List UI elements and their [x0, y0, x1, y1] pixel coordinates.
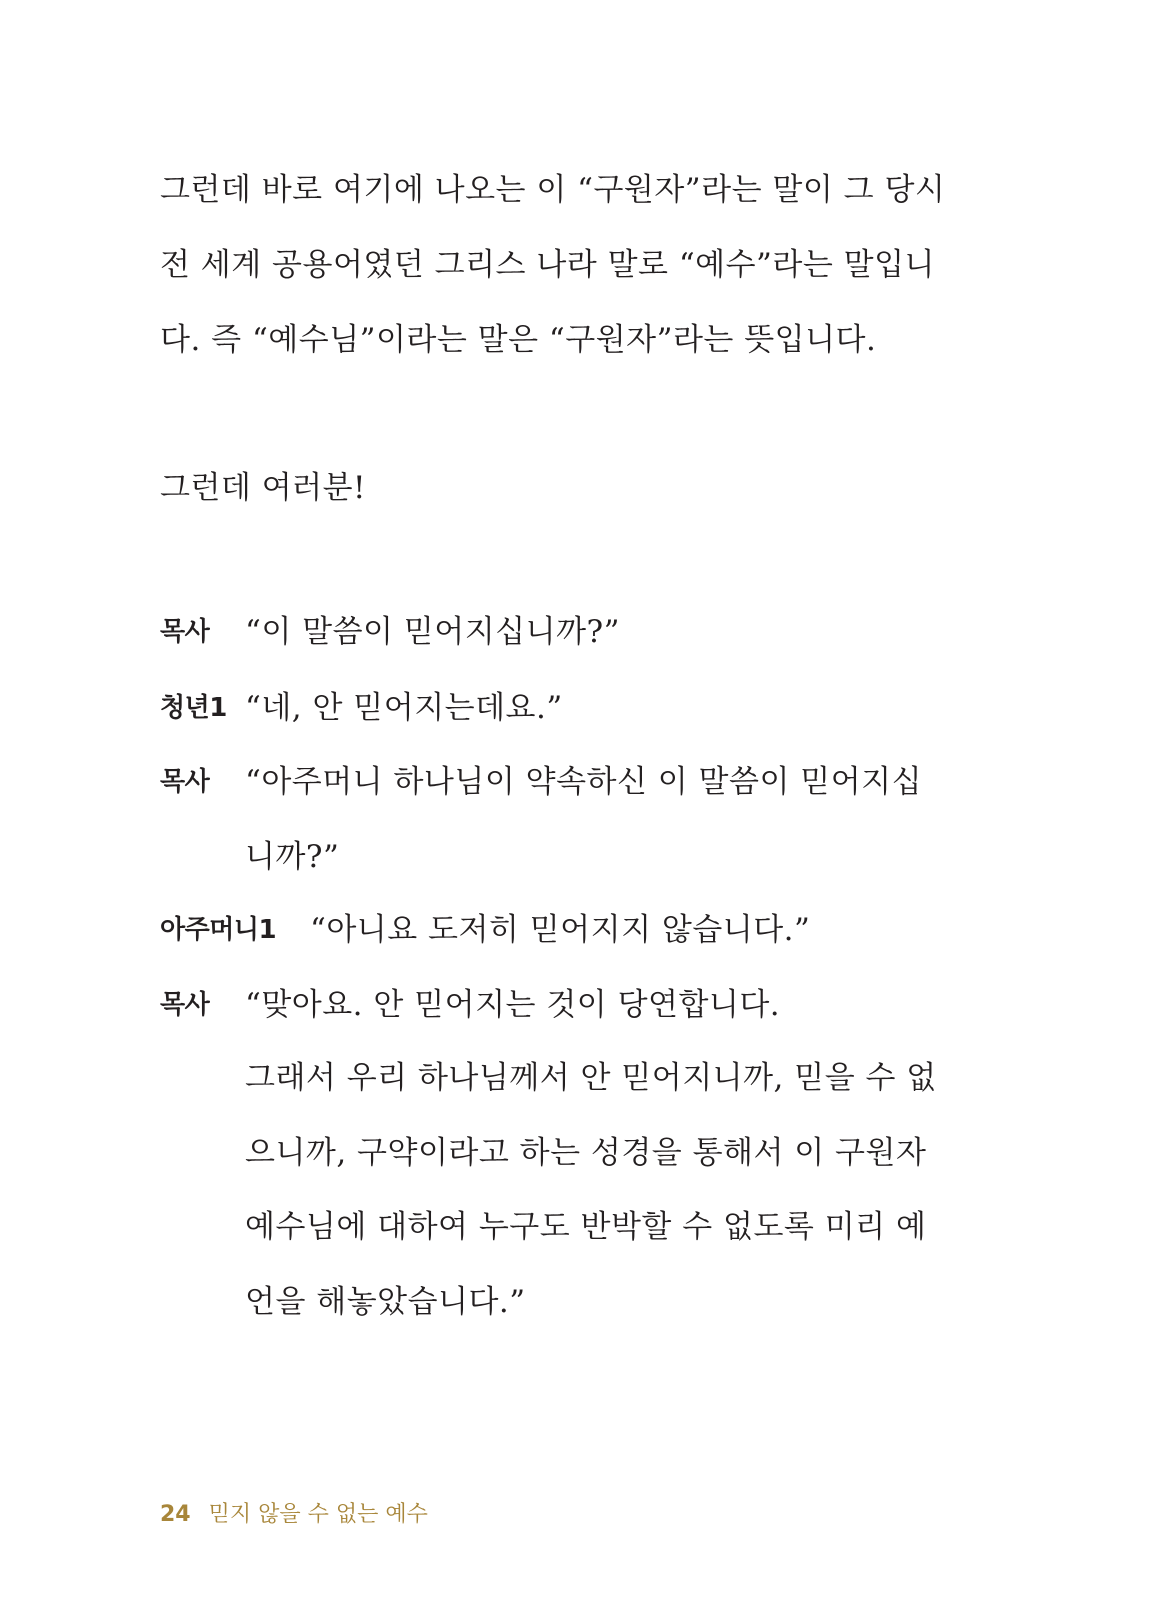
- dialogue-line: 예수님에 대하여 누구도 반박할 수 없도록 미리 예: [245, 1209, 927, 1245]
- dialogue-line: “아니요 도저히 믿어지지 않습니다.”: [310, 912, 811, 948]
- dialogue-line: “아주머니 하나님이 약속하신 이 말씀이 믿어지십: [245, 764, 923, 800]
- dialogue-line: 니까?”: [245, 839, 340, 875]
- dialogue-line: 으니까, 구약이라고 하는 성경을 통해서 이 구원자: [245, 1135, 927, 1171]
- speaker-label: 청년1: [160, 693, 227, 723]
- speaker-label: 목사: [160, 617, 210, 647]
- exclamation-line: 그런데 여러분!: [160, 470, 366, 506]
- dialogue-line: 언을 해놓았습니다.”: [245, 1284, 526, 1320]
- narration-line: 전 세계 공용어였던 그리스 나라 말로 “예수”라는 말입니: [160, 247, 935, 283]
- dialogue-line: “이 말씀이 믿어지십니까?”: [245, 614, 620, 650]
- page-number: 24: [160, 1502, 191, 1527]
- narration-line: 그런데 바로 여기에 나오는 이 “구원자”라는 말이 그 당시: [160, 172, 946, 208]
- speaker-label: 목사: [160, 767, 210, 797]
- narration-line: 다. 즉 “예수님”이라는 말은 “구원자”라는 뜻입니다.: [160, 322, 877, 358]
- running-title: 믿지 않을 수 없는 예수: [208, 1502, 428, 1527]
- dialogue-line: “맞아요. 안 믿어지는 것이 당연합니다.: [245, 987, 781, 1023]
- page-footer: [160, 1500, 428, 1530]
- dialogue-line: “네, 안 믿어지는데요.”: [245, 690, 563, 726]
- dialogue-line: 그래서 우리 하나님께서 안 믿어지니까, 믿을 수 없: [245, 1060, 937, 1096]
- speaker-label: 아주머니1: [160, 915, 277, 945]
- speaker-label: 목사: [160, 990, 210, 1020]
